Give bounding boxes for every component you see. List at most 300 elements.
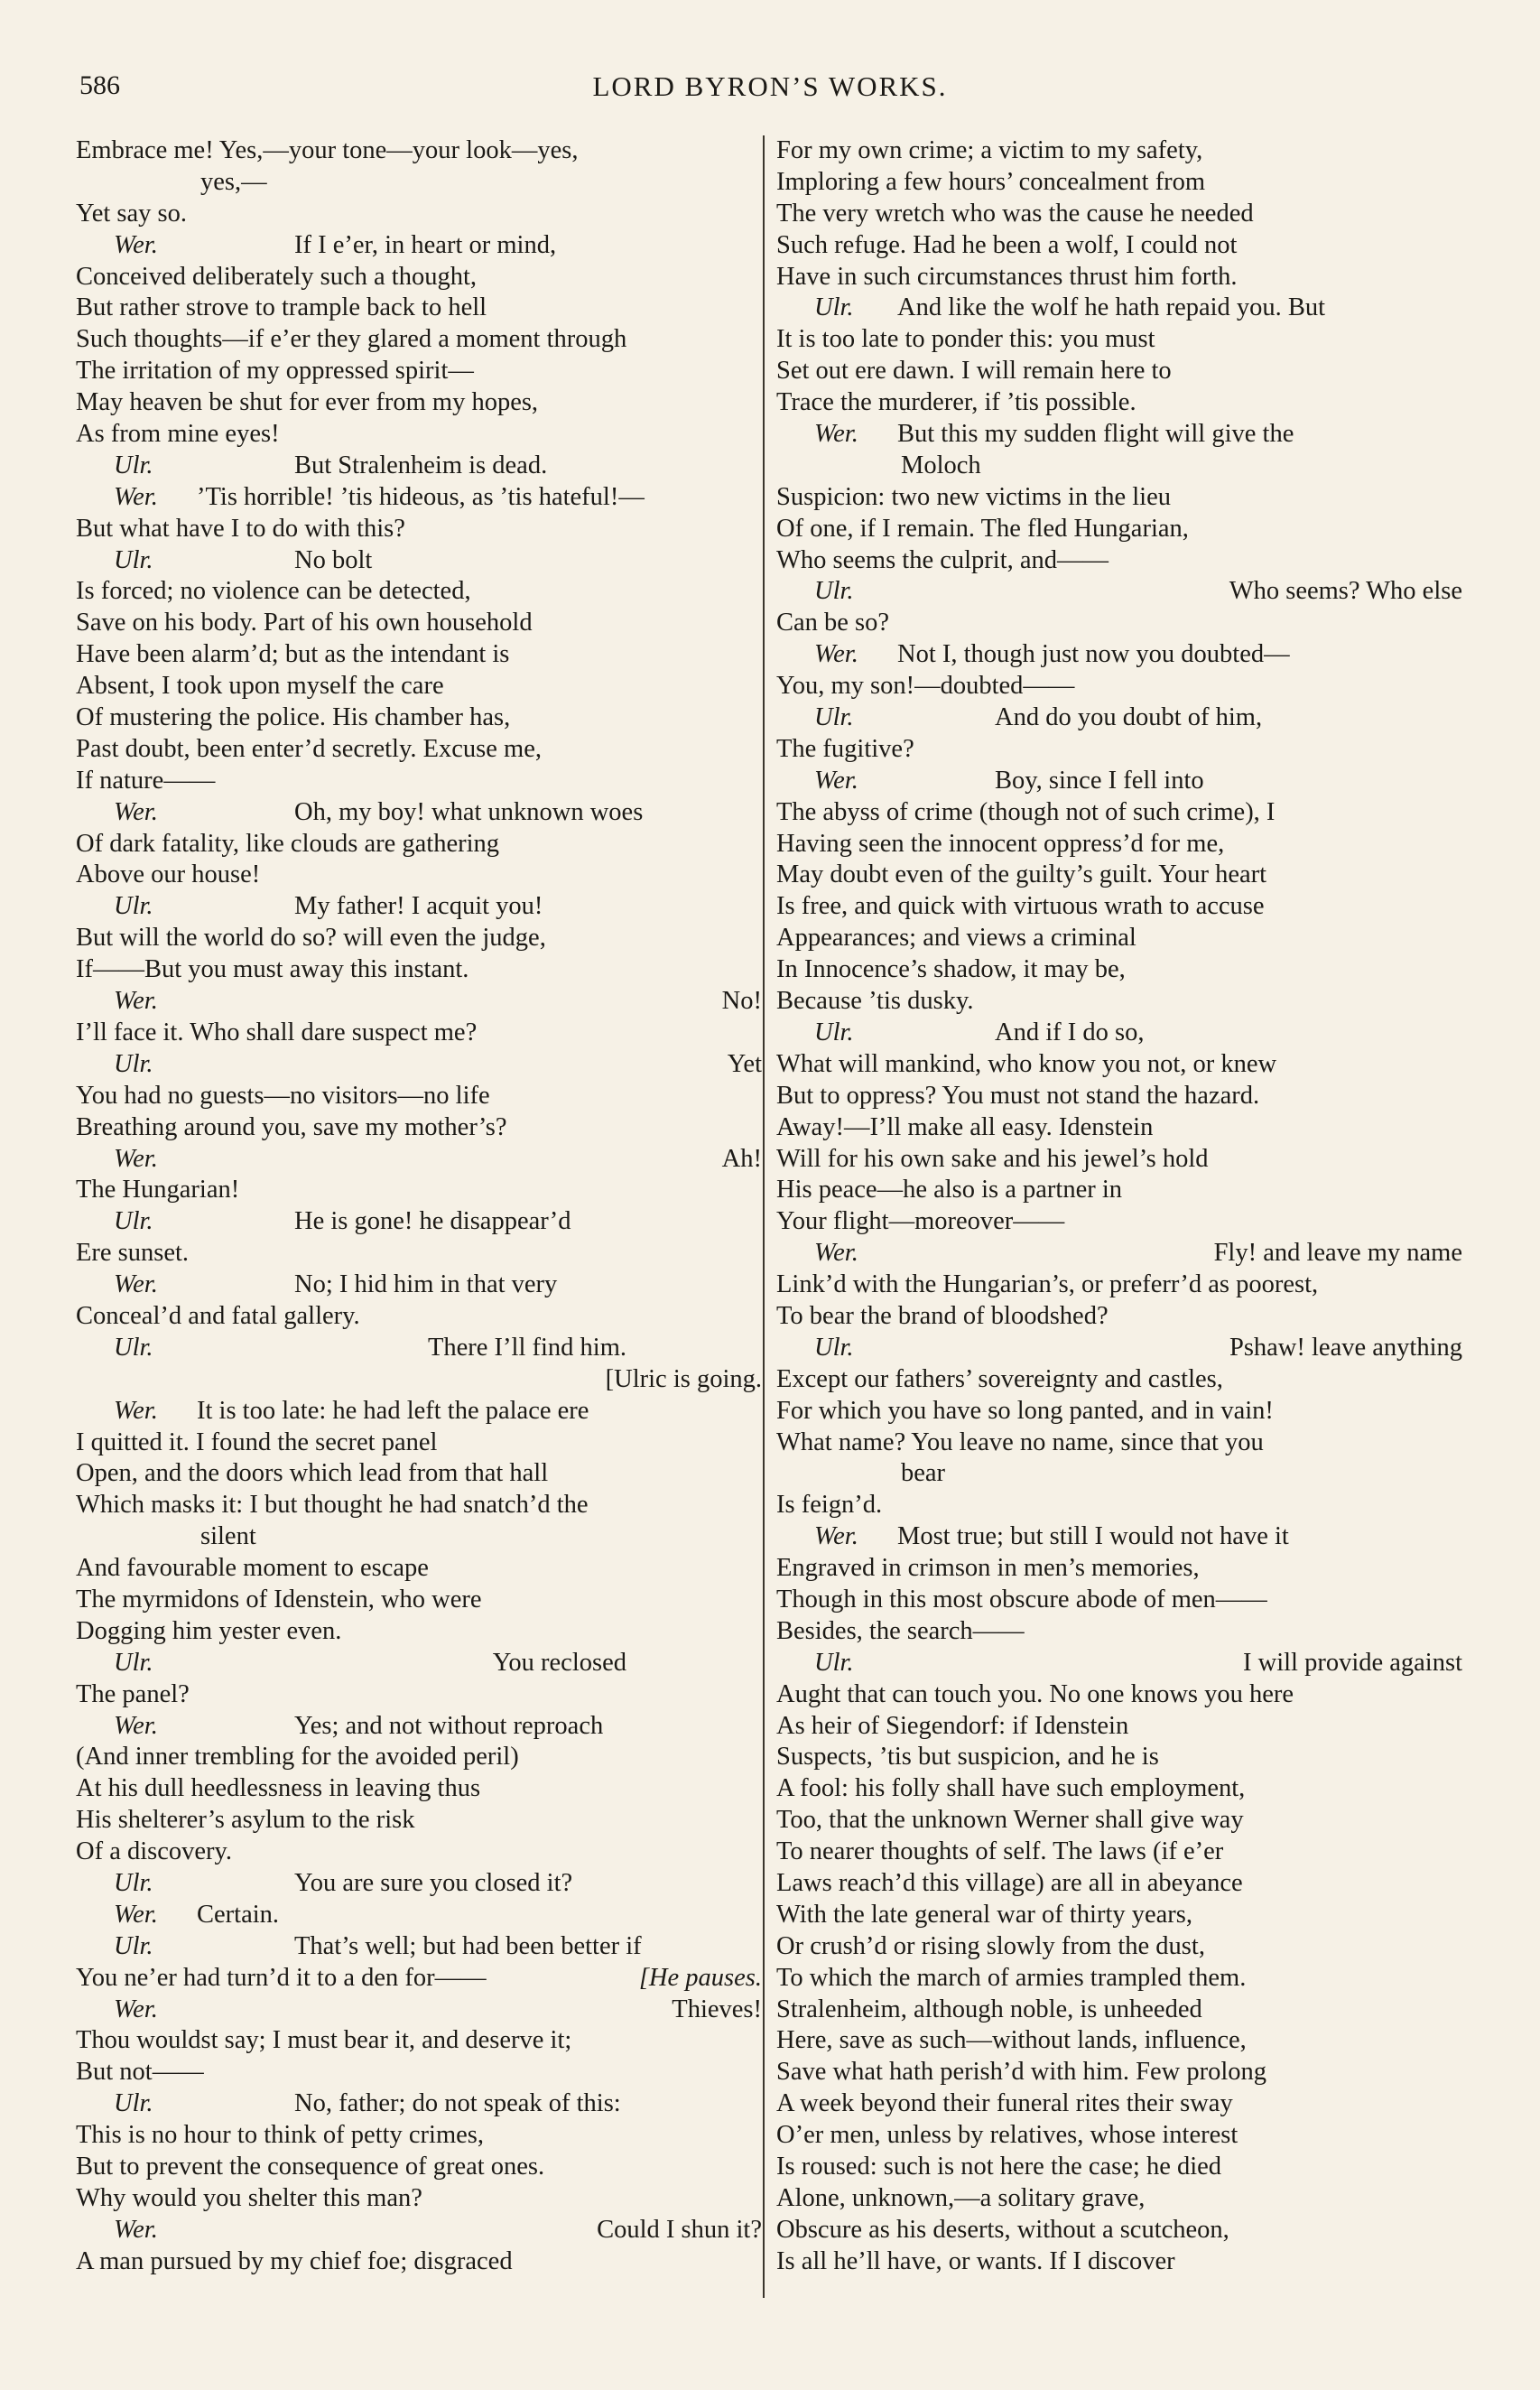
verse-line [76,2246,762,2278]
verse-line [76,1269,762,1301]
verse-text: The Hungarian! [76,1176,240,1204]
verse-line [76,1238,762,1269]
verse-line [76,766,762,797]
verse-text: Conceal’d and fatal gallery. [76,1301,360,1330]
verse-line [776,2183,1462,2215]
verse-text: Who seems? Who else [1229,577,1462,606]
verse-continuation: bear [901,1459,946,1488]
verse-text: ’Tis horrible! ’tis hideous, as ’tis hateful!— [197,482,645,511]
verse-text: Of a discovery. [76,1837,233,1866]
verse-text: It is too late to ponder this: you must [776,325,1155,354]
speaker-name: Ulr. [114,545,153,574]
speaker-name: Ulr. [114,1931,153,1960]
verse-text: And if I do so, [995,1018,1145,1046]
verse-text: Away!—I’ll make all easy. Idenstein [776,1112,1154,1141]
verse-text: And favourable moment to escape [76,1554,429,1583]
verse-continuation: Moloch [901,451,981,479]
verse-line [776,482,1462,514]
verse-line [76,1018,762,1049]
verse-line [76,1333,762,1364]
verse-text: Though in this most obscure abode of men—— [776,1585,1267,1613]
verse-text: I will provide against [1243,1648,1462,1677]
verse-line [776,1585,1462,1616]
verse-line [76,954,762,986]
verse-line [76,1144,762,1176]
verse-line [776,1396,1462,1427]
verse-text: A week beyond their funeral rites their sway [776,2089,1233,2118]
verse-text: You had no guests—no visitors—no life [76,1081,490,1110]
verse-line [76,1868,762,1900]
verse-line [76,1711,762,1743]
speaker-name: Wer. [114,987,158,1016]
verse-continuation: yes,— [200,167,267,196]
verse-line [76,891,762,923]
verse-text: Such thoughts—if e’er they glared a moment through [76,325,627,354]
verse-text: The abyss of crime (though not of such crime), I [776,797,1276,826]
verse-line [76,1900,762,1931]
verse-line [776,293,1462,324]
verse-line [76,2088,762,2120]
verse-text: Save on his body. Part of his own household [76,609,533,637]
verse-text: O’er men, unless by relatives, whose interest [776,2121,1238,2150]
verse-line [76,702,762,734]
verse-line [776,324,1462,356]
speaker-name: Ulr. [114,2089,153,2118]
verse-text: The very wretch who was the cause he needed [776,199,1254,228]
speaker-name: Ulr. [114,892,153,921]
verse-text: Trace the murderer, if ’tis possible. [776,388,1136,417]
verse-text: Boy, since I fell into [995,766,1204,795]
verse-text: Conceived deliberately such a thought, [76,262,477,291]
right-column [776,135,1462,2278]
verse-text: Oh, my boy! what unknown woes [294,797,644,826]
verse-line [776,2152,1462,2183]
verse-text: The fugitive? [776,734,914,763]
verse-text: Above our house! [76,860,261,889]
verse-line [776,1458,1462,1490]
verse-line [776,1081,1462,1112]
verse-line [76,2057,762,2088]
verse-line [76,387,762,419]
speaker-name: Ulr. [114,1049,153,1078]
verse-line [76,1553,762,1585]
verse-line [76,923,762,954]
verse-line [76,1049,762,1081]
verse-line [776,1995,1462,2026]
verse-text: Suspects, ’tis but suspicion, and he is [776,1743,1159,1772]
verse-text: Ere sunset. [76,1239,190,1268]
verse-line [776,1175,1462,1206]
verse-text: As from mine eyes! [76,420,280,449]
verse-line [76,1742,762,1773]
verse-text: His shelterer’s asylum to the risk [76,1806,415,1835]
verse-text: Open, and the doors which lead from that hall [76,1459,549,1488]
verse-line [76,482,762,514]
verse-text: Besides, the search—— [776,1616,1025,1645]
verse-text: Which masks it: I but thought he had snatch’d the [76,1491,589,1520]
verse-text: But not—— [76,2058,204,2087]
speaker-name: Wer. [114,1144,158,1173]
verse-text: His peace—he also is a partner in [776,1176,1123,1204]
verse-line [776,860,1462,891]
speaker-name: Ulr. [114,1207,153,1236]
verse-text: Obscure as his deserts, without a scutcheon, [776,2215,1229,2244]
verse-line [76,230,762,262]
verse-text: As heir of Siegendorf: if Idenstein [776,1711,1129,1740]
verse-text: Aught that can touch you. No one knows you here [776,1679,1294,1708]
verse-line [776,1616,1462,1648]
verse-text: You reclosed [492,1648,626,1677]
verse-text: Imploring a few hours’ concealment from [776,167,1206,196]
verse-line [76,2152,762,2183]
verse-text: Yes; and not without reproach [294,1711,604,1740]
verse-line [776,1900,1462,1931]
verse-text: I quitted it. I found the secret panel [76,1427,438,1456]
verse-line [776,230,1462,262]
verse-continuation: silent [200,1522,256,1551]
verse-line [76,2183,762,2215]
verse-line [776,1427,1462,1459]
verse-line [776,451,1462,482]
verse-text: Too, that the unknown Werner shall give way [776,1806,1244,1835]
verse-text: Yet [727,1049,762,1078]
verse-line [76,1616,762,1648]
verse-text: If I e’er, in heart or mind, [294,230,557,259]
verse-line [776,923,1462,954]
column-divider [763,135,765,2298]
speaker-name: Wer. [114,1270,158,1299]
speaker-name: Wer. [814,766,858,795]
verse-line [76,1112,762,1144]
verse-text: Of mustering the police. His chamber has, [76,703,511,732]
verse-line [776,1049,1462,1081]
verse-text: No! [721,987,762,1016]
verse-line [776,1238,1462,1269]
verse-line [776,608,1462,639]
verse-text: Fly! and leave my name [1213,1239,1462,1268]
verse-text: To nearer thoughts of self. The laws (if e’er [776,1837,1224,1866]
verse-text: Is free, and quick with virtuous wrath to accuse [776,892,1265,921]
verse-text: Of dark fatality, like clouds are gathering [76,829,500,858]
verse-line [76,356,762,387]
verse-line [776,1364,1462,1396]
verse-line [776,576,1462,608]
verse-text: No; I hid him in that very [294,1270,558,1299]
verse-line [76,1490,762,1521]
verse-line [76,1805,762,1837]
verse-text: The irritation of my oppressed spirit— [76,357,474,386]
verse-text: But to prevent the consequence of great ones. [76,2153,545,2181]
verse-line [776,1773,1462,1805]
verse-line [776,1963,1462,1995]
speaker-name: Ulr. [814,1018,854,1046]
verse-line [76,1396,762,1427]
verse-line [76,2025,762,2057]
verse-text: Could I shun it? [597,2215,762,2244]
verse-line [76,451,762,482]
verse-text: Here, save as such—without lands, influence, [776,2026,1247,2055]
verse-line [76,734,762,766]
verse-line [776,167,1462,199]
speaker-name: Ulr. [814,703,854,732]
verse-text: Link’d with the Hungarian’s, or preferr’d as poorest, [776,1270,1319,1299]
verse-line [76,1081,762,1112]
verse-text: But Stralenheim is dead. [294,451,548,479]
verse-line [776,702,1462,734]
verse-text: Can be so? [776,609,890,637]
verse-text: A man pursued by my chief foe; disgraced [76,2246,513,2275]
verse-text: Ah! [721,1144,762,1173]
verse-text: (And inner trembling for the avoided peril) [76,1743,519,1772]
verse-line [776,514,1462,545]
speaker-name: Ulr. [814,1648,854,1677]
verse-text: You, my son!—doubted—— [776,672,1075,701]
speaker-name: Wer. [114,1900,158,1929]
verse-text: No, father; do not speak of this: [294,2089,621,2118]
verse-line [76,199,762,230]
verse-text: What name? You leave no name, since that you [776,1427,1264,1456]
page-number: 586 [79,70,120,100]
verse-text: That’s well; but had been better if [294,1931,642,1960]
speaker-name: Wer. [114,1995,158,2023]
verse-line [776,356,1462,387]
verse-line [776,2246,1462,2278]
speaker-name: Ulr. [114,1868,153,1897]
verse-text: Set out ere dawn. I will remain here to [776,357,1172,386]
verse-line [76,1301,762,1333]
verse-text: To which the march of armies trampled them. [776,1963,1247,1992]
verse-line [776,797,1462,829]
verse-text: This is no hour to think of petty crimes, [76,2121,484,2150]
verse-line [776,199,1462,230]
verse-text: You ne’er had turn’d it to a den for—— [76,1963,487,1992]
verse-line [76,1837,762,1868]
running-title: LORD BYRON’S WORKS. [592,70,948,102]
verse-text: Such refuge. Had he been a wolf, I could not [776,230,1238,259]
page-header [0,70,1540,114]
verse-line [776,766,1462,797]
verse-text: I’ll face it. Who shall dare suspect me? [76,1018,478,1046]
speaker-name: Ulr. [814,577,854,606]
verse-text: Or crush’d or rising slowly from the dust, [776,1931,1205,1960]
speaker-name: Ulr. [814,293,854,322]
verse-text: Certain. [197,1900,280,1929]
verse-text: My father! I acquit you! [294,892,543,921]
verse-line [76,608,762,639]
verse-text: [Ulric is going. [605,1364,762,1393]
verse-text: No bolt [294,545,373,574]
speaker-name: Wer. [114,230,158,259]
verse-line [76,135,762,167]
verse-text: Past doubt, been enter’d secretly. Excuse me, [76,734,542,763]
verse-line [76,1427,762,1459]
speaker-name: Wer. [814,1522,858,1551]
stage-direction: [He pauses. [638,1963,762,1992]
verse-text: Is all he’ll have, or wants. If I discover [776,2246,1175,2275]
verse-line [776,262,1462,293]
verse-line [776,1553,1462,1585]
verse-line [76,419,762,451]
verse-text: He is gone! he disappear’d [294,1207,571,1236]
verse-text: May heaven be shut for ever from my hopes, [76,388,539,417]
verse-text: Embrace me! Yes,—your tone—your look—yes, [76,136,579,164]
verse-line [776,1206,1462,1238]
verse-text: With the late general war of thirty years, [776,1900,1192,1929]
verse-line [76,1648,762,1679]
speaker-name: Wer. [114,2215,158,2244]
verse-line [76,986,762,1018]
verse-line [776,545,1462,577]
verse-text: In Innocence’s shadow, it may be, [776,955,1126,984]
verse-line [776,1679,1462,1711]
verse-line [776,2088,1462,2120]
speaker-name: Wer. [114,797,158,826]
verse-line [76,167,762,199]
verse-line [776,1521,1462,1553]
verse-line [76,2120,762,2152]
verse-line [76,1206,762,1238]
verse-line [76,829,762,860]
verse-text: But what have I to do with this? [76,514,405,543]
verse-text: Why would you shelter this man? [76,2183,422,2212]
verse-line [76,1679,762,1711]
verse-line [76,1458,762,1490]
verse-text: To bear the brand of bloodshed? [776,1301,1109,1330]
verse-line [776,419,1462,451]
verse-text: Is roused: such is not here the case; he died [776,2153,1222,2181]
verse-text: Stralenheim, although noble, is unheeded [776,1995,1202,2023]
speaker-name: Ulr. [114,451,153,479]
verse-line [76,1931,762,1963]
speaker-name: Wer. [814,640,858,669]
verse-text: What will mankind, who know you not, or knew [776,1049,1277,1078]
verse-line [776,1269,1462,1301]
verse-line [76,2215,762,2246]
verse-line [76,324,762,356]
verse-text: Breathing around you, save my mother’s? [76,1112,507,1141]
verse-text: At his dull heedlessness in leaving thus [76,1774,481,1803]
verse-line [76,293,762,324]
verse-line [776,1018,1462,1049]
verse-text: But to oppress? You must not stand the hazard. [776,1081,1260,1110]
verse-line [776,1742,1462,1773]
verse-text: There I’ll find him. [427,1333,626,1362]
verse-line [776,135,1462,167]
speaker-name: Ulr. [114,1648,153,1677]
verse-text: Appearances; and views a criminal [776,924,1136,953]
verse-line [776,1490,1462,1521]
verse-line [776,1112,1462,1144]
verse-line [776,734,1462,766]
speaker-name: Ulr. [114,1333,153,1362]
speaker-name: Ulr. [814,1333,854,1362]
verse-line [76,639,762,671]
verse-text: Your flight—moreover—— [776,1207,1065,1236]
verse-line [76,514,762,545]
verse-text: Dogging him yester even. [76,1616,342,1645]
verse-line [776,2120,1462,2152]
speaker-name: Wer. [814,420,858,449]
verse-text: Alone, unknown,—a solitary grave, [776,2183,1146,2212]
verse-text: Save what hath perish’d with him. Few prolong [776,2058,1267,2087]
verse-text: But will the world do so? will even the judge, [76,924,546,953]
verse-text: The panel? [76,1679,190,1708]
verse-text: Pshaw! leave anything [1229,1333,1462,1362]
verse-text: Because ’tis dusky. [776,987,974,1016]
verse-text: Have been alarm’d; but as the intendant is [76,640,510,669]
verse-line [776,829,1462,860]
verse-text: If nature—— [76,766,216,795]
verse-text: And do you doubt of him, [995,703,1263,732]
verse-line [776,1648,1462,1679]
speaker-name: Wer. [114,1711,158,1740]
verse-line [776,2215,1462,2246]
verse-line [76,576,762,608]
verse-text: Not I, though just now you doubted— [897,640,1290,669]
verse-line [76,545,762,577]
speaker-name: Wer. [114,482,158,511]
verse-line [76,797,762,829]
verse-text: A fool: his folly shall have such employment, [776,1774,1246,1803]
verse-text: May doubt even of the guilty’s guilt. Your heart [776,860,1267,889]
verse-line [76,262,762,293]
verse-text: Yet say so. [76,199,188,228]
verse-line [76,671,762,702]
verse-text: Is forced; no violence can be detected, [76,577,471,606]
verse-text: Absent, I took upon myself the care [76,672,444,701]
verse-line [76,1364,762,1396]
verse-text: And like the wolf he hath repaid you. But [897,293,1326,322]
verse-text: Will for his own sake and his jewel’s hold [776,1144,1209,1173]
verse-text: Except our fathers’ sovereignty and castles, [776,1364,1223,1393]
verse-line [776,2025,1462,2057]
verse-line [776,1868,1462,1900]
verse-text: Of one, if I remain. The fled Hungarian, [776,514,1189,543]
verse-text: Most true; but still I would not have it [897,1522,1289,1551]
verse-line [776,387,1462,419]
verse-line [76,1585,762,1616]
verse-text: Is feign’d. [776,1491,883,1520]
verse-line [776,1711,1462,1743]
speaker-name: Wer. [114,1396,158,1425]
verse-text: Who seems the culprit, and—— [776,545,1109,574]
verse-line [76,1773,762,1805]
verse-line [76,860,762,891]
verse-line [76,1175,762,1206]
verse-text: If——But you must away this instant. [76,955,469,984]
verse-text: For which you have so long panted, and in vain! [776,1396,1274,1425]
verse-text: Thou wouldst say; I must bear it, and deserve it; [76,2026,572,2055]
verse-line [776,1333,1462,1364]
verse-line [776,2057,1462,2088]
verse-text: Laws reach’d this village) are all in abeyance [776,1868,1243,1897]
verse-line [776,1301,1462,1333]
verse-text: Suspicion: two new victims in the lieu [776,482,1171,511]
verse-text: Engraved in crimson in men’s memories, [776,1554,1200,1583]
speaker-name: Wer. [814,1239,858,1268]
verse-text: It is too late: he had left the palace ere [197,1396,589,1425]
verse-text: Having seen the innocent oppress’d for me, [776,829,1225,858]
verse-text: Thieves! [672,1995,762,2023]
verse-line [76,1963,762,1995]
verse-line [776,954,1462,986]
verse-line [776,671,1462,702]
verse-line [776,1144,1462,1176]
verse-line [776,986,1462,1018]
verse-text: For my own crime; a victim to my safety, [776,136,1203,164]
verse-line [776,1805,1462,1837]
verse-line [776,639,1462,671]
